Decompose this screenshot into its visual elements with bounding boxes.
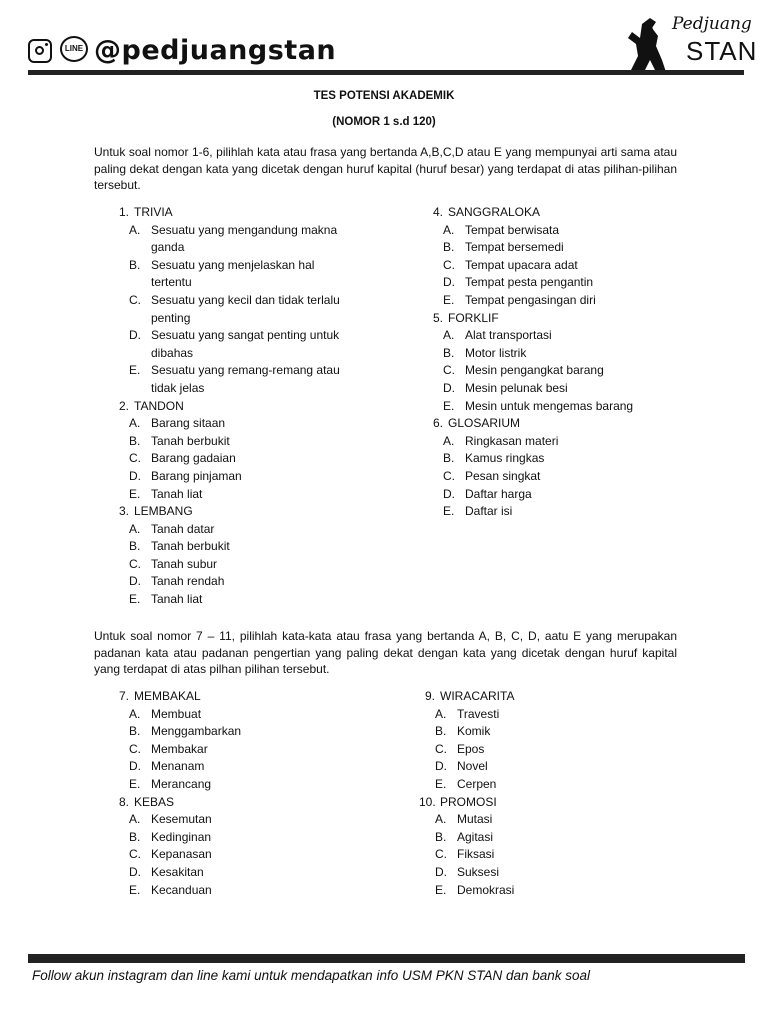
option-text: Suksesi: [457, 864, 500, 879]
question-number: 10.: [419, 794, 436, 809]
option-letter: C.: [129, 292, 141, 307]
section2-left-column: [113, 688, 383, 899]
option-text: Kecanduan: [151, 882, 212, 897]
answer-option: [113, 362, 383, 397]
section1-left-column: [113, 204, 383, 609]
answer-option: [113, 450, 383, 468]
question-number: 9.: [424, 689, 435, 703]
option-text: Mesin pelunak besi: [465, 380, 568, 395]
answer-option: [427, 468, 717, 486]
answer-option: [427, 362, 717, 380]
option-letter: A.: [443, 222, 455, 237]
option-text: Tanah berbukit: [151, 539, 230, 554]
answer-option: [427, 222, 717, 240]
answer-option: [427, 345, 717, 363]
page-subtitle: (NOMOR 1 s.d 120): [332, 116, 436, 128]
option-text: Tempat berwisata: [465, 222, 560, 237]
question-item: [113, 503, 383, 521]
option-letter: D.: [129, 328, 141, 343]
header-divider: [28, 70, 744, 75]
answer-option: [113, 486, 383, 504]
answer-option: [419, 741, 709, 759]
answer-option: [427, 503, 717, 521]
question-number: 6.: [432, 416, 443, 431]
question-word: TANDON: [134, 398, 184, 413]
option-text: Tanah subur: [151, 556, 218, 571]
option-letter: D.: [443, 380, 455, 395]
option-letter: B.: [129, 257, 141, 272]
question-word: TRIVIA: [134, 205, 173, 219]
option-text: Tanah rendah: [151, 574, 225, 589]
option-text: Tanah liat: [151, 592, 203, 607]
answer-option: [427, 274, 717, 292]
answer-option: [419, 776, 709, 794]
logo-stan-text: STAN: [686, 36, 758, 66]
answer-option: [113, 573, 383, 591]
option-text: Sesuatu yang menjelaskan hal tertentu: [151, 257, 315, 290]
option-letter: E.: [435, 882, 447, 897]
option-text: Tempat upacara adat: [465, 257, 578, 272]
answer-option: [427, 380, 717, 398]
option-letter: D.: [443, 486, 455, 501]
option-text: Kamus ringkas: [465, 451, 545, 466]
option-letter: B.: [435, 724, 447, 739]
question-item: [419, 794, 709, 812]
option-letter: B.: [129, 433, 141, 448]
answer-option: [419, 706, 709, 724]
question-number: 1.: [118, 205, 129, 219]
option-letter: C.: [443, 468, 455, 483]
question-item: [419, 688, 709, 706]
option-letter: C.: [435, 847, 447, 862]
social-handle[interactable]: @pedjuangstan: [94, 35, 337, 66]
pedjuang-stan-logo: [622, 14, 758, 74]
option-text: Membuat: [151, 706, 202, 721]
option-letter: E.: [443, 504, 455, 519]
option-letter: A.: [129, 812, 141, 827]
answer-option: [113, 538, 383, 556]
instructions-2: Untuk soal nomor 7 – 11, pilihlah kata-kata atau frasa yang bertanda A, B, C, D, aatu E yang merupakan padanan kata atau padanan pengertian yang paling dekat dengan kata yang dicetak dengan huruf kapital yang terdapat di atas pilhan pilihan tersebut.: [94, 629, 677, 676]
question-item: [427, 204, 717, 222]
option-text: Sesuatu yang mengandung makna ganda: [151, 222, 338, 255]
option-text: Barang gadaian: [151, 451, 236, 466]
silhouette-icon: [622, 16, 672, 74]
option-letter: D.: [129, 864, 141, 879]
answer-option: [419, 758, 709, 776]
option-text: Sesuatu yang remang-remang atau tidak jelas: [151, 363, 340, 395]
option-text: Kepanasan: [151, 847, 212, 862]
answer-option: [419, 811, 709, 829]
answer-option: [113, 257, 383, 292]
option-text: Tanah datar: [151, 521, 215, 536]
answer-option: [113, 758, 383, 776]
option-letter: B.: [129, 539, 141, 554]
option-letter: A.: [443, 328, 455, 343]
option-text: Sesuatu yang sangat penting untuk dibahas: [151, 328, 340, 360]
option-text: Barang pinjaman: [151, 468, 242, 483]
option-text: Daftar isi: [465, 504, 513, 519]
option-letter: A.: [435, 706, 447, 721]
option-letter: B.: [435, 829, 447, 844]
option-text: Demokrasi: [457, 882, 515, 897]
answer-option: [427, 239, 717, 257]
answer-option: [113, 521, 383, 539]
answer-option: [419, 723, 709, 741]
option-letter: D.: [435, 864, 447, 879]
option-text: Travesti: [457, 706, 500, 721]
logo-script-text: Pedjuang: [672, 14, 752, 34]
answer-option: [113, 327, 383, 362]
option-letter: E.: [443, 398, 455, 413]
answer-option: [113, 723, 383, 741]
answer-option: [113, 556, 383, 574]
question-item: [113, 794, 383, 812]
answer-option: [419, 829, 709, 847]
option-text: Tempat pesta pengantin: [465, 275, 594, 290]
answer-option: [419, 846, 709, 864]
option-letter: B.: [443, 345, 455, 360]
option-text: Motor listrik: [465, 345, 527, 360]
option-text: Tempat bersemedi: [465, 240, 564, 255]
option-letter: C.: [129, 556, 141, 571]
question-number: 2.: [118, 398, 129, 413]
answer-option: [113, 864, 383, 882]
question-word: FORKLIF: [448, 310, 499, 325]
answer-option: [113, 776, 383, 794]
option-text: Komik: [457, 724, 491, 739]
option-letter: C.: [129, 847, 141, 862]
answer-option: [113, 846, 383, 864]
option-letter: C.: [129, 741, 141, 756]
option-letter: B.: [443, 240, 455, 255]
option-text: Agitasi: [457, 829, 494, 844]
footer-text: Follow akun instagram dan line kami untuk mendapatkan info USM PKN STAN dan bank soal: [32, 968, 591, 983]
option-text: Alat transportasi: [465, 328, 552, 343]
line-icon[interactable]: LINE: [60, 36, 88, 62]
option-letter: C.: [443, 363, 455, 378]
option-letter: D.: [129, 468, 141, 483]
option-text: Sesuatu yang kecil dan tidak terlalu penting: [151, 292, 340, 325]
footer-divider: [28, 954, 745, 963]
question-item: [427, 310, 717, 328]
question-number: 8.: [118, 794, 129, 809]
option-letter: C.: [443, 257, 455, 272]
question-item: [113, 398, 383, 416]
question-word: SANGGRALOKA: [448, 205, 541, 219]
option-letter: A.: [435, 812, 447, 827]
option-text: Merancang: [151, 776, 212, 791]
question-number: 3.: [118, 504, 129, 519]
option-letter: C.: [129, 451, 141, 466]
option-text: Kesemutan: [151, 812, 212, 827]
option-letter: E.: [129, 882, 141, 897]
answer-option: [113, 741, 383, 759]
option-text: Novel: [457, 759, 488, 774]
answer-option: [419, 882, 709, 900]
answer-option: [113, 706, 383, 724]
option-text: Menggambarkan: [151, 724, 242, 739]
option-letter: E.: [435, 776, 447, 791]
option-letter: D.: [129, 759, 141, 774]
answer-option: [427, 292, 717, 310]
question-word: LEMBANG: [134, 504, 193, 519]
option-letter: A.: [129, 706, 141, 721]
answer-option: [113, 829, 383, 847]
question-word: PROMOSI: [440, 794, 497, 809]
option-text: Tempat pengasingan diri: [465, 292, 596, 307]
option-letter: E.: [129, 363, 141, 378]
answer-option: [427, 433, 717, 451]
question-word: WIRACARITA: [440, 689, 515, 703]
option-text: Menanam: [151, 759, 205, 774]
option-letter: D.: [129, 574, 141, 589]
option-letter: B.: [129, 724, 141, 739]
question-word: KEBAS: [134, 794, 175, 809]
instructions-1: Untuk soal nomor 1-6, pilihlah kata atau frasa yang bertanda A,B,C,D atau E yang mempunyai arti sama atau paling dekat dengan kata yang dicetak dengan huruf kapital (huruf besar) yang terdapat di atas pilihan-pilihan tersebut.: [94, 145, 677, 192]
question-item: [113, 688, 383, 706]
option-text: Fiksasi: [457, 847, 495, 862]
option-text: Epos: [457, 741, 485, 756]
option-letter: D.: [443, 275, 455, 290]
option-letter: E.: [443, 292, 455, 307]
option-text: Pesan singkat: [465, 468, 541, 483]
option-text: Ringkasan materi: [465, 433, 559, 448]
question-item: [113, 204, 383, 222]
option-letter: D.: [435, 759, 447, 774]
option-text: Tanah berbukit: [151, 433, 230, 448]
question-number: 4.: [432, 205, 443, 219]
page-title: TES POTENSI AKADEMIK: [313, 90, 455, 102]
option-letter: E.: [129, 486, 141, 501]
answer-option: [113, 292, 383, 327]
option-letter: A.: [129, 222, 141, 237]
option-letter: E.: [129, 592, 141, 607]
option-text: Tanah liat: [151, 486, 203, 501]
option-text: Cerpen: [457, 776, 497, 791]
answer-option: [113, 468, 383, 486]
answer-option: [427, 450, 717, 468]
answer-option: [113, 433, 383, 451]
answer-option: [427, 257, 717, 275]
option-text: Membakar: [151, 741, 208, 756]
answer-option: [427, 398, 717, 416]
answer-option: [113, 882, 383, 900]
option-text: Kedinginan: [151, 829, 212, 844]
option-text: Mutasi: [457, 812, 493, 827]
answer-option: [427, 486, 717, 504]
option-text: Mesin pengangkat barang: [465, 363, 604, 378]
option-letter: B.: [129, 829, 141, 844]
question-item: [427, 415, 717, 433]
answer-option: [113, 591, 383, 609]
option-text: Barang sitaan: [151, 416, 226, 431]
answer-option: [419, 864, 709, 882]
option-text: Kesakitan: [151, 864, 204, 879]
option-text: Daftar harga: [465, 486, 532, 501]
question-word: GLOSARIUM: [448, 416, 521, 431]
answer-option: [113, 222, 383, 257]
answer-option: [427, 327, 717, 345]
section1-right-column: [427, 204, 717, 521]
question-number: 7.: [118, 689, 129, 703]
question-word: MEMBAKAL: [134, 689, 201, 703]
section2-right-column: [419, 688, 709, 899]
option-letter: A.: [129, 521, 141, 536]
instagram-icon[interactable]: [28, 39, 52, 63]
option-letter: A.: [129, 416, 141, 431]
answer-option: [113, 415, 383, 433]
answer-option: [113, 811, 383, 829]
question-number: 5.: [432, 310, 443, 325]
option-letter: C.: [435, 741, 447, 756]
option-text: Mesin untuk mengemas barang: [465, 398, 634, 413]
option-letter: B.: [443, 451, 455, 466]
option-letter: E.: [129, 776, 141, 791]
option-letter: A.: [443, 433, 455, 448]
